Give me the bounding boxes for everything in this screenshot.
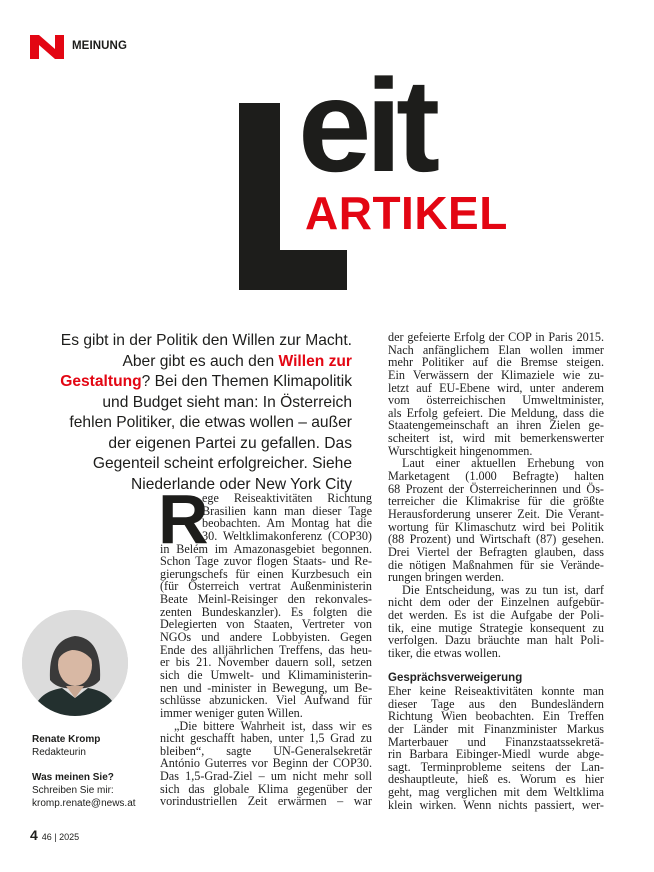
cta-title: Was meinen Sie? xyxy=(32,772,114,783)
article-text-line: Das 1,5-Grad-Ziel – um nicht mehr soll xyxy=(160,769,372,784)
author-email-link[interactable]: kromp.renate@news.at xyxy=(32,798,136,809)
cta-text: Schreiben Sie mir: xyxy=(32,785,114,796)
article-text-line: Delegierten von Staaten, Vertreter von xyxy=(160,617,372,632)
article-text-line: Nach anfänglichem Elan wollen immer xyxy=(388,342,604,357)
article-text-line: letzt auf EU-Ebene wird, unter anderem xyxy=(388,380,604,395)
article-text-line: Beate Meinl-Reisinger den rekonvales- xyxy=(160,592,372,607)
article-text-line: bleiben“, sagte UN-Generalsekretär xyxy=(160,743,372,758)
article-text-line: Schon Tage zuvor flogen Staats- und Re- xyxy=(160,554,372,569)
article-text-line: Brasilien kann man dieser Tage xyxy=(202,503,372,518)
article-text-line: er bis 21. November dauern soll, setzen xyxy=(160,655,372,670)
article-text-line: Laut einer aktuellen Erhebung von xyxy=(402,456,604,471)
article-text-line: wortung für Klimaschutz wird bei Politik xyxy=(388,519,604,534)
article-text-line: Die Entscheidung, was zu tun ist, darf xyxy=(402,582,604,597)
article-text-line: „Die bittere Wahrheit ist, dass wir es xyxy=(174,718,372,733)
article-text-line: Ein Verwässern der Klimaziele wie zu- xyxy=(388,367,604,382)
author-name: Renate Kromp xyxy=(32,734,101,745)
article-text-line: sagt. Terminprobleme seitens der Lan- xyxy=(388,759,604,774)
article-text-line: nicht dem oder der Einzelnen aufgebür- xyxy=(388,595,604,610)
drop-cap: R xyxy=(158,480,209,558)
article-text-line: schlüsse abzunicken. Viel Aufwand für xyxy=(160,693,372,708)
article-text-line: der gefeierte Erfolg der COP in Paris 2015. xyxy=(388,330,604,344)
article-text-line: (für Österreich vertrat Außenministerin xyxy=(160,579,372,594)
article-text-line: Herausforderung unserer Zeit. Die Verant- xyxy=(388,506,604,521)
article-text-line: die nötigen Maßnahmen für sie Verände- xyxy=(388,557,604,572)
article-text-line: 30. Weltklimakonferenz (COP30) xyxy=(202,528,372,543)
article-text-line: tik, eine mutige Strategie konsequent zu xyxy=(388,620,604,635)
article-text-line: Marterbauer und Finanzstaatssekretä- xyxy=(388,734,604,749)
article-column-2 xyxy=(388,331,604,811)
author-role: Redakteurin xyxy=(32,747,86,758)
article-text-line: nen und -minister in Bewegung, um Be- xyxy=(160,680,372,695)
article-text-line: vorindustriellen Zeit erwärmen – war xyxy=(160,794,372,809)
author-photo xyxy=(22,610,128,716)
article-text-line: verfolgen. Dazu bräuchte man halt Poli- xyxy=(388,633,604,648)
article-text-line: immer weniger guten Willen. xyxy=(160,705,303,720)
article-text-line: Staatengemeinschaft an ihren Zielen ge- xyxy=(388,418,604,433)
article-text-line: (88 Prozent) und Wirtschaft (87) gesehen. xyxy=(388,532,604,547)
article-text-line: rin Barbara Eibinger-Miedl wurde abge- xyxy=(388,747,604,762)
article-text-line: dieser Tage aus den Bundesländern xyxy=(388,696,604,711)
article-text-line: mehr Politiker auf die Bremse steigen. xyxy=(388,355,604,370)
article-text-line: zenten Bundeskanzler). Es folgten die xyxy=(160,604,372,619)
article-text-line: det werden. Es ist die Aufgabe der Poli- xyxy=(388,608,604,623)
article-text-line: deshauptleute, hieß es. Worum es hier xyxy=(388,772,604,787)
article-text-line: 68 Prozent der Österreicherinnen und Ös- xyxy=(388,481,604,496)
article-text-line: scheitert ist, wird mit bemerkenswerter xyxy=(388,431,604,446)
page-number: 4 xyxy=(30,827,38,843)
article-text-line: klein wirken. Wenn nichts passiert, wer- xyxy=(388,797,604,812)
news-logo-icon xyxy=(30,35,64,59)
article-text-line: Marketagent (1.000 Befragte) halten xyxy=(388,469,604,484)
intro-text: Es gibt in der Politik den Willen zur Macht. Aber gibt es auch den xyxy=(60,332,352,370)
author-box xyxy=(32,733,136,810)
article-text-line: vom österreichischen Umweltminister, xyxy=(388,393,604,408)
article-text-line: Eher keine Reiseaktivitäten konnte man xyxy=(388,683,604,698)
article-text-line: der Länder mit Finanzminister Markus xyxy=(388,721,604,736)
article-text-line: sich die Umwelt- und Klimaministerin- xyxy=(160,667,372,682)
article-text-line: beobachten. Am Montag hat die xyxy=(202,516,372,531)
article-column-1 xyxy=(160,492,372,808)
article-text-line: geht, mag verglichen mit dem Weltklima xyxy=(388,785,604,800)
article-text-line: tiker, die etwas wollen. xyxy=(388,646,501,661)
page-footer xyxy=(30,827,79,843)
issue-number: 46 | 2025 xyxy=(41,832,80,842)
article-text-line: gierungschefs für einen Kurzbesuch ein xyxy=(160,566,372,581)
article-text-line: in Belém im Amazonasgebiet begonnen. xyxy=(160,541,372,556)
article-text-line: terreicher die Klimakrise für die größte xyxy=(388,494,604,509)
article-text-line: als Erfolg gefeiert. Die Meldung, dass die xyxy=(388,405,604,420)
article-text-line: Ende des alljährlichen Treffens, das heu- xyxy=(160,642,372,657)
title-part-artikel: ARTIKEL xyxy=(305,187,508,239)
article-text-line: Wurschtigkeit hingenommen. xyxy=(388,443,533,458)
article-text-line: sich das globale Klima gegenüber der xyxy=(160,781,372,796)
article-text-line: nicht geschafft haben, unter 1,5 Grad zu xyxy=(160,731,372,746)
intro-highlight: Willen zur Gestaltung xyxy=(60,352,352,390)
article-text-line: Drei Viertel der Befragten glauben, dass xyxy=(388,544,604,559)
article-text-line: António Guterres vor Beginn der COP30. xyxy=(160,756,372,771)
article-text-line: rungen bringen werden. xyxy=(388,570,505,585)
section-rubric: MEINUNG xyxy=(72,40,128,52)
title-big-letter-l-foot xyxy=(239,250,347,290)
intro-text-end: ? Bei den Themen Klimapolitik und Budget sieht man: In Österreich fehlen Politiker, die etwas wollen – außer der eigenen Partei zu gefallen. Das Gegenteil scheint erfolgreicher. Siehe Niederlande oder New York City xyxy=(69,373,352,493)
intro-lead xyxy=(60,331,352,495)
article-subheading: Gesprächsverweigerung xyxy=(388,672,523,685)
title-part-eit: eit xyxy=(298,52,435,199)
article-text-line: NGOs und andere Lobbyisten. Gegen xyxy=(160,630,372,645)
article-text-line: ege Reiseaktivitäten Richtung xyxy=(202,491,372,505)
article-text-line: Richtung Wien beobachten. Ein Treffen xyxy=(388,709,604,724)
